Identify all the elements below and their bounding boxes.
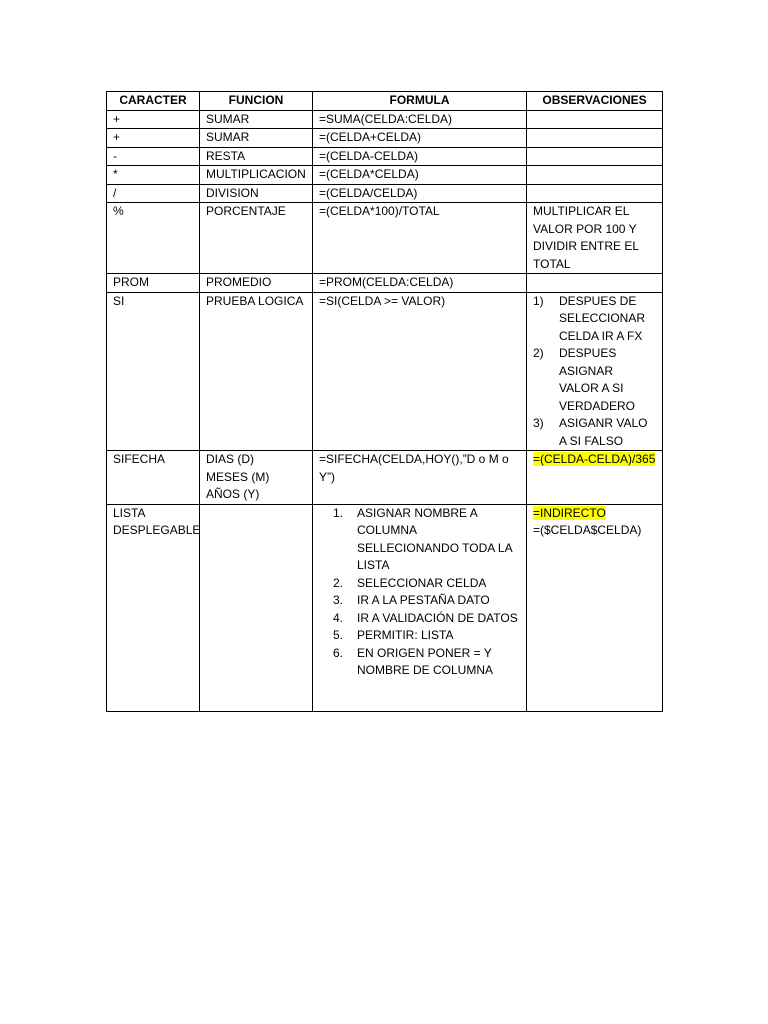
header-funcion: FUNCION <box>200 92 313 111</box>
cell-formula: =SI(CELDA >= VALOR) <box>313 292 527 451</box>
list-item-number: 1) <box>533 293 544 308</box>
list-item-text: IR A VALIDACIÓN DE DATOS <box>357 610 518 625</box>
cell-caracter: + <box>107 129 200 148</box>
list-item-number: 4. <box>332 610 343 625</box>
cell-funcion: MULTIPLICACION <box>200 166 313 185</box>
cell-funcion: RESTA <box>200 147 313 166</box>
cell-caracter: - <box>107 147 200 166</box>
list-item-number: 2. <box>332 575 343 590</box>
obs-steps-list <box>533 293 656 451</box>
funcion-line: DIAS (D) <box>206 452 254 466</box>
list-item-number: 5. <box>332 628 343 642</box>
cell-observaciones <box>527 147 663 166</box>
table-row <box>107 504 663 711</box>
table-header-row <box>107 92 663 111</box>
cell-observaciones <box>527 274 663 293</box>
cell-caracter: PROM <box>107 274 200 293</box>
list-item-text: ASIGANR VALO A SI FALSO <box>559 416 648 448</box>
cell-observaciones <box>527 292 663 451</box>
cell-observaciones <box>527 184 663 203</box>
cell-formula: =(CELDA+CELDA) <box>313 129 527 148</box>
cell-observaciones <box>527 110 663 129</box>
table-row <box>107 292 663 451</box>
cell-formula: =SUMA(CELDA:CELDA) <box>313 110 527 129</box>
table-row <box>107 451 663 505</box>
list-item-number: 3. <box>332 593 343 607</box>
list-item-text: DESPUES DE SELECCIONAR CELDA IR A FX <box>559 293 646 343</box>
funcion-line: MESES (M) <box>206 469 270 484</box>
cell-observaciones <box>527 129 663 148</box>
header-caracter: CARACTER <box>107 92 200 111</box>
list-item <box>319 627 520 645</box>
cell-funcion: PORCENTAJE <box>200 203 313 274</box>
cell-funcion: SUMAR <box>200 129 313 148</box>
cell-funcion: PROMEDIO <box>200 274 313 293</box>
cell-funcion: DIVISION <box>200 184 313 203</box>
cell-caracter: LISTA DESPLEGABLE <box>107 504 200 711</box>
cell-formula <box>313 504 527 711</box>
table-row <box>107 166 663 185</box>
list-item-text: EN ORIGEN PONER = Y NOMBRE DE COLUMNA <box>357 645 494 677</box>
table-row <box>107 203 663 274</box>
cell-observaciones <box>527 451 663 505</box>
cell-caracter: * <box>107 166 200 185</box>
list-item <box>319 610 520 628</box>
table-row <box>107 110 663 129</box>
header-formula: FORMULA <box>313 92 527 111</box>
list-item <box>533 345 656 415</box>
cell-caracter: % <box>107 203 200 274</box>
list-item-number: 2) <box>533 346 544 360</box>
cell-observaciones <box>527 166 663 185</box>
list-item-number: 1. <box>332 505 343 520</box>
list-item <box>319 505 520 575</box>
list-item <box>319 645 520 680</box>
list-item <box>319 592 520 610</box>
cell-formula: =(CELDA/CELDA) <box>313 184 527 203</box>
table-row <box>107 184 663 203</box>
cell-caracter: SIFECHA <box>107 451 200 505</box>
cell-formula: =PROM(CELDA:CELDA) <box>313 274 527 293</box>
cell-caracter: SI <box>107 292 200 451</box>
cell-caracter: + <box>107 110 200 129</box>
cell-observaciones <box>527 504 663 711</box>
highlighted-formula: =(CELDA-CELDA)/365 <box>533 452 656 466</box>
formula-steps-list <box>319 505 520 680</box>
table-row <box>107 129 663 148</box>
cell-funcion <box>200 451 313 505</box>
list-item-text: DESPUES ASIGNAR VALOR A SI VERDADERO <box>559 346 636 413</box>
funcion-line: AÑOS (Y) <box>206 487 260 501</box>
cell-funcion: PRUEBA LOGICA <box>200 292 313 451</box>
list-item <box>533 293 656 346</box>
cell-formula: =(CELDA-CELDA) <box>313 147 527 166</box>
obs-formula-text: =($CELDA$CELDA) <box>533 523 642 537</box>
list-item-text: SELECCIONAR CELDA <box>357 575 487 590</box>
list-item <box>533 415 656 450</box>
cell-formula: =SIFECHA(CELDA,HOY(),”D o M o Y”) <box>313 451 527 505</box>
cell-observaciones: MULTIPLICAR EL VALOR POR 100 Y DIVIDIR ENTRE EL TOTAL <box>527 203 663 274</box>
cell-funcion: SUMAR <box>200 110 313 129</box>
cell-formula: =(CELDA*CELDA) <box>313 166 527 185</box>
list-item-number: 3) <box>533 416 544 430</box>
table-row <box>107 274 663 293</box>
list-item-text: ASIGNAR NOMBRE A COLUMNA SELLECIONANDO TODA LA LISTA <box>357 505 512 572</box>
table-row <box>107 147 663 166</box>
list-item-number: 6. <box>332 645 343 660</box>
formula-table <box>106 91 663 712</box>
header-observaciones: OBSERVACIONES <box>527 92 663 111</box>
list-item-text: IR A LA PESTAÑA DATO <box>357 593 490 607</box>
cell-funcion <box>200 504 313 711</box>
cell-caracter: / <box>107 184 200 203</box>
highlighted-formula: =INDIRECTO <box>533 505 606 520</box>
cell-formula: =(CELDA*100)/TOTAL <box>313 203 527 274</box>
list-item <box>319 575 520 593</box>
list-item-text: PERMITIR: LISTA <box>357 628 454 642</box>
